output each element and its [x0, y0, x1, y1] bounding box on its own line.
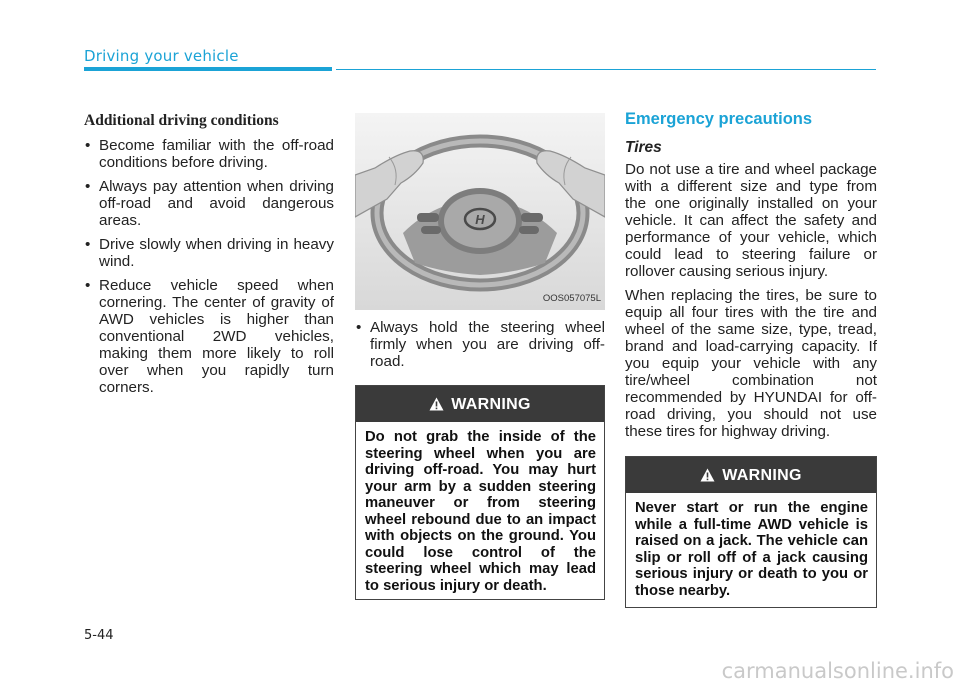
emergency-precautions-heading: Emergency precautions [625, 110, 813, 128]
tires-paragraph: When replacing the tires, be sure to equip all four tires with the tire and wheel of the same size, type, tread, brand and load-carrying capacity. If you equip your vehicle with any tire/wheel combination not recommended by HYUNDAI for off-road driving, you should not use these tires for highway driving. [625, 287, 877, 440]
steering-list [355, 319, 605, 370]
watermark: carmanualsonline.info [721, 659, 954, 683]
steering-wheel-illustration [355, 113, 605, 310]
warning-label: WARNING [451, 395, 531, 413]
middle-column [355, 113, 605, 600]
figure-code: OOS057075L [542, 293, 601, 304]
warning-text: Never start or run the engine while a full-time AWD vehicle is raised on a jack. The vehicle can slip or roll off of a jack causing serious injury or death to you or those nearby. [635, 500, 868, 599]
left-column [84, 108, 334, 403]
warning-triangle-icon [429, 397, 444, 411]
jack-warning-box [625, 456, 877, 608]
header-rule-thick [84, 67, 332, 71]
page-number: 5-44 [84, 628, 114, 643]
list-item: • Always pay attention when driving off-road and avoid dangerous areas. [84, 178, 334, 229]
conditions-list [84, 137, 334, 396]
warning-header [356, 386, 604, 422]
steering-warning-box [355, 385, 605, 600]
additional-conditions-heading: Additional driving conditions [84, 112, 279, 129]
steering-wheel-figure [355, 113, 605, 310]
list-item: • Become familiar with the off-road conditions before driving. [84, 137, 334, 171]
list-item: • Reduce vehicle speed when cornering. The center of gravity of AWD vehicles is higher than conventional 2WD vehicles, making them more likely to roll over when you rapidly turn corners. [84, 277, 334, 396]
svg-text:H: H [475, 212, 485, 227]
warning-label: WARNING [722, 466, 802, 484]
tires-paragraph: Do not use a tire and wheel package with a different size and type from the one originally installed on your vehicle. It can affect the safety and performance of your vehicle, which could lead to steering failure or rollover causing serious injury. [625, 161, 877, 280]
warning-text: Do not grab the inside of the steering wheel when you are driving off-road. You may hurt your arm by a sudden steering maneuver or from steering wheel rebound due to an impact with objects on the ground. You could lose control of the steering wheel which may lead to serious injury or death. [365, 429, 596, 594]
right-column [625, 108, 877, 608]
warning-triangle-icon [700, 468, 715, 482]
list-item: • Drive slowly when driving in heavy wind. [84, 236, 334, 270]
section-header: Driving your vehicle [84, 47, 239, 65]
tires-subheading: Tires [625, 139, 662, 156]
warning-header [626, 457, 876, 493]
list-item: • Always hold the steering wheel firmly when you are driving off-road. [355, 319, 605, 370]
header-rule-thin [336, 69, 876, 70]
